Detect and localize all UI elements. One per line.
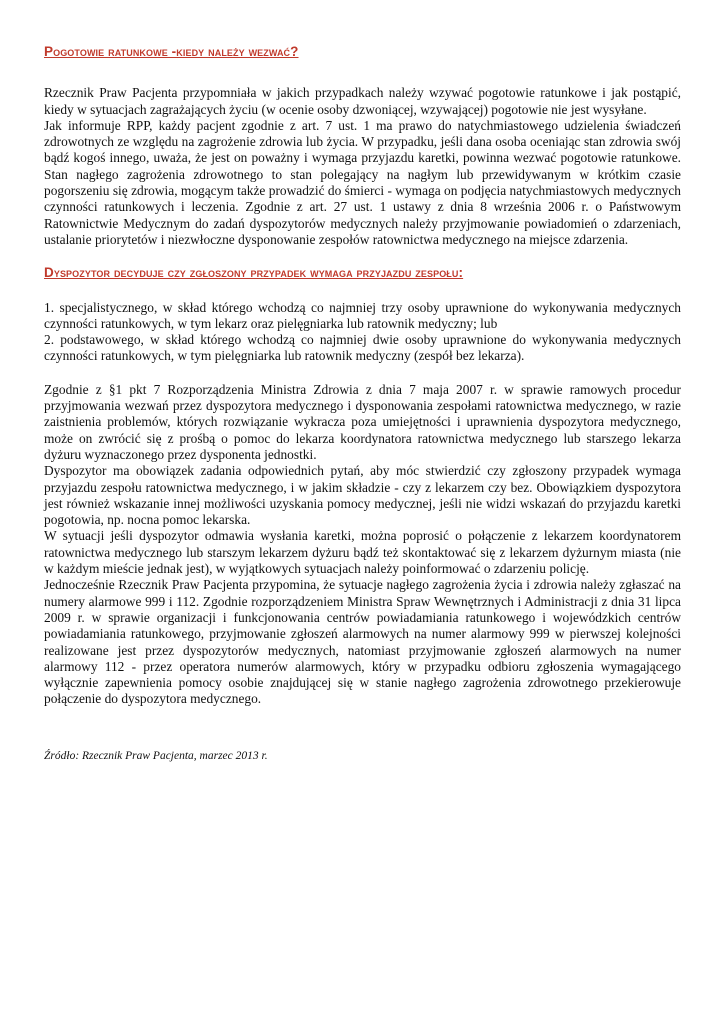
paragraph-intro: Rzecznik Praw Pacjenta przypomniała w jakich przypadkach należy wzywać pogotowie ratunkowe i jak postąpić, kiedy w sytuacjach zagrażających życiu (w ocenie osoby dzwoniącej, wzywającej) pogotowie nie jest wysyłane.	[44, 85, 681, 117]
list-item-specialist: 1. specjalistycznego, w skład którego wchodzą co najmniej trzy osoby uprawnione do wykonywania medycznych czynności ratunkowych, w tym lekarz oraz pielęgniarka lub ratownik medyczny; lub	[44, 299, 681, 331]
document-page	[44, 40, 681, 764]
list-item-basic: 2. podstawowego, w skład którego wchodzą co najmniej dwie osoby uprawnione do wykonywania medycznych czynności ratunkowych, w tym pielęgniarka lub ratownik medyczny (zespół bez lekarza).	[44, 332, 681, 364]
paragraph-refusal: W sytuacji jeśli dyspozytor odmawia wysłania karetki, można poprosić o połączenie z lekarzem koordynatorem ratownictwa medycznego lub starszym lekarzem dyżuru bądź też skontaktować się z lekarzem dyżurnym miasta (nie w każdym mieście jednak jest), w wyjątkowych sytuacjach należy poinformować o zdarzeniu policję.	[44, 528, 681, 577]
paragraph-dispatcher-duty: Dyspozytor ma obowiązek zadania odpowiednich pytań, aby móc stwierdzić czy zgłoszony przypadek wymaga przyjazdu zespołu ratownictwa medycznego, i w jakim składzie - czy z lekarzem czy bez. Obowiązkiem dyspozytora jest również wskazanie innej możliwości uzyskania pomocy medycznej, jeśli nie widzi wskazań do przyjazdu karetki pogotowia, np. nocna pomoc lekarska.	[44, 463, 681, 528]
paragraph-rpp-info: Jak informuje RPP, każdy pacjent zgodnie z art. 7 ust. 1 ma prawo do natychmiastowego udzielenia świadczeń zdrowotnych ze względu na zagrożenie zdrowia lub życia. W przypadku, jeśli dana osoba oceniając stan zdrowia swój bądź kogoś innego, uważa, że jest on poważny i wymaga przyjazdu karetki, powinna wezwać pogotowie ratunkowe. Stan nagłego zagrożenia zdrowotnego to stan polegający na nagłym lub przewidywanym w krótkim czasie pogorszeniu się zdrowia, mogącym także prowadzić do śmierci - wymaga on podjęcia natychmiastowych medycznych czynności ratunkowych i leczenia. Zgodnie z art. 27 ust. 1 ustawy z dnia 8 września 2006 r. o Państwowym Ratownictwie Medycznym do zadań dyspozytorów medycznych należy przyjmowanie powiadomień o zdarzeniach, ustalanie priorytetów i niezwłoczne dysponowanie zespołów ratownictwa medycznego na miejsce zdarzenia.	[44, 117, 681, 247]
heading-ambulance: Pogotowie ratunkowe -kiedy należy wezwać?	[44, 44, 299, 59]
paragraph-alarm-numbers: Jednocześnie Rzecznik Praw Pacjenta przypomina, że sytuacje nagłego zagrożenia życia i zdrowia należy zgłaszać na numery alarmowe 999 i 112. Zgodnie rozporządzeniem Ministra Spraw Wewnętrznych i Administracji z dnia 31 lipca 2009 r. w sprawie organizacji i funkcjonowania centrów powiadamiania ratunkowego i wojewódzkich centrów powiadamiania ratunkowego, przyjmowanie zgłoszeń alarmowych na numer alarmowy 999 w pierwszej kolejności realizowane jest przez dyspozytorów medycznych, natomiast przyjmowanie zgłoszeń alarmowych na numer alarmowy 112 - przez operatora numerów alarmowych, który w przypadku odbioru zgłoszenia wymagającego wyłącznie zapewnienia pomocy osobie znajdującej się w stanie nagłego zagrożenia zdrowotnego przekierowuje połączenie do dyspozytora medycznego.	[44, 577, 681, 707]
source-note: Źródło: Rzecznik Praw Pacjenta, marzec 2013 r.	[44, 749, 268, 762]
heading-dispatcher: Dyspozytor decyduje czy zgłoszony przypadek wymaga przyjazdu zespołu:	[44, 265, 464, 281]
paragraph-regulation: Zgodnie z §1 pkt 7 Rozporządzenia Ministra Zdrowia z dnia 7 maja 2007 r. w sprawie ramowych procedur przyjmowania wezwań przez dyspozytora medycznego i dysponowania zespołami ratownictwa medycznego, w razie zaistnienia problemów, których rozwiązanie wykracza poza umiejętności i uprawnienia dyspozytora medycznego, może on zwrócić się z prośbą o pomoc do lekarza koordynatora ratownictwa medycznego lub starszego lekarza dyżuru wyznaczonego przez dysponenta jednostki.	[44, 381, 681, 462]
